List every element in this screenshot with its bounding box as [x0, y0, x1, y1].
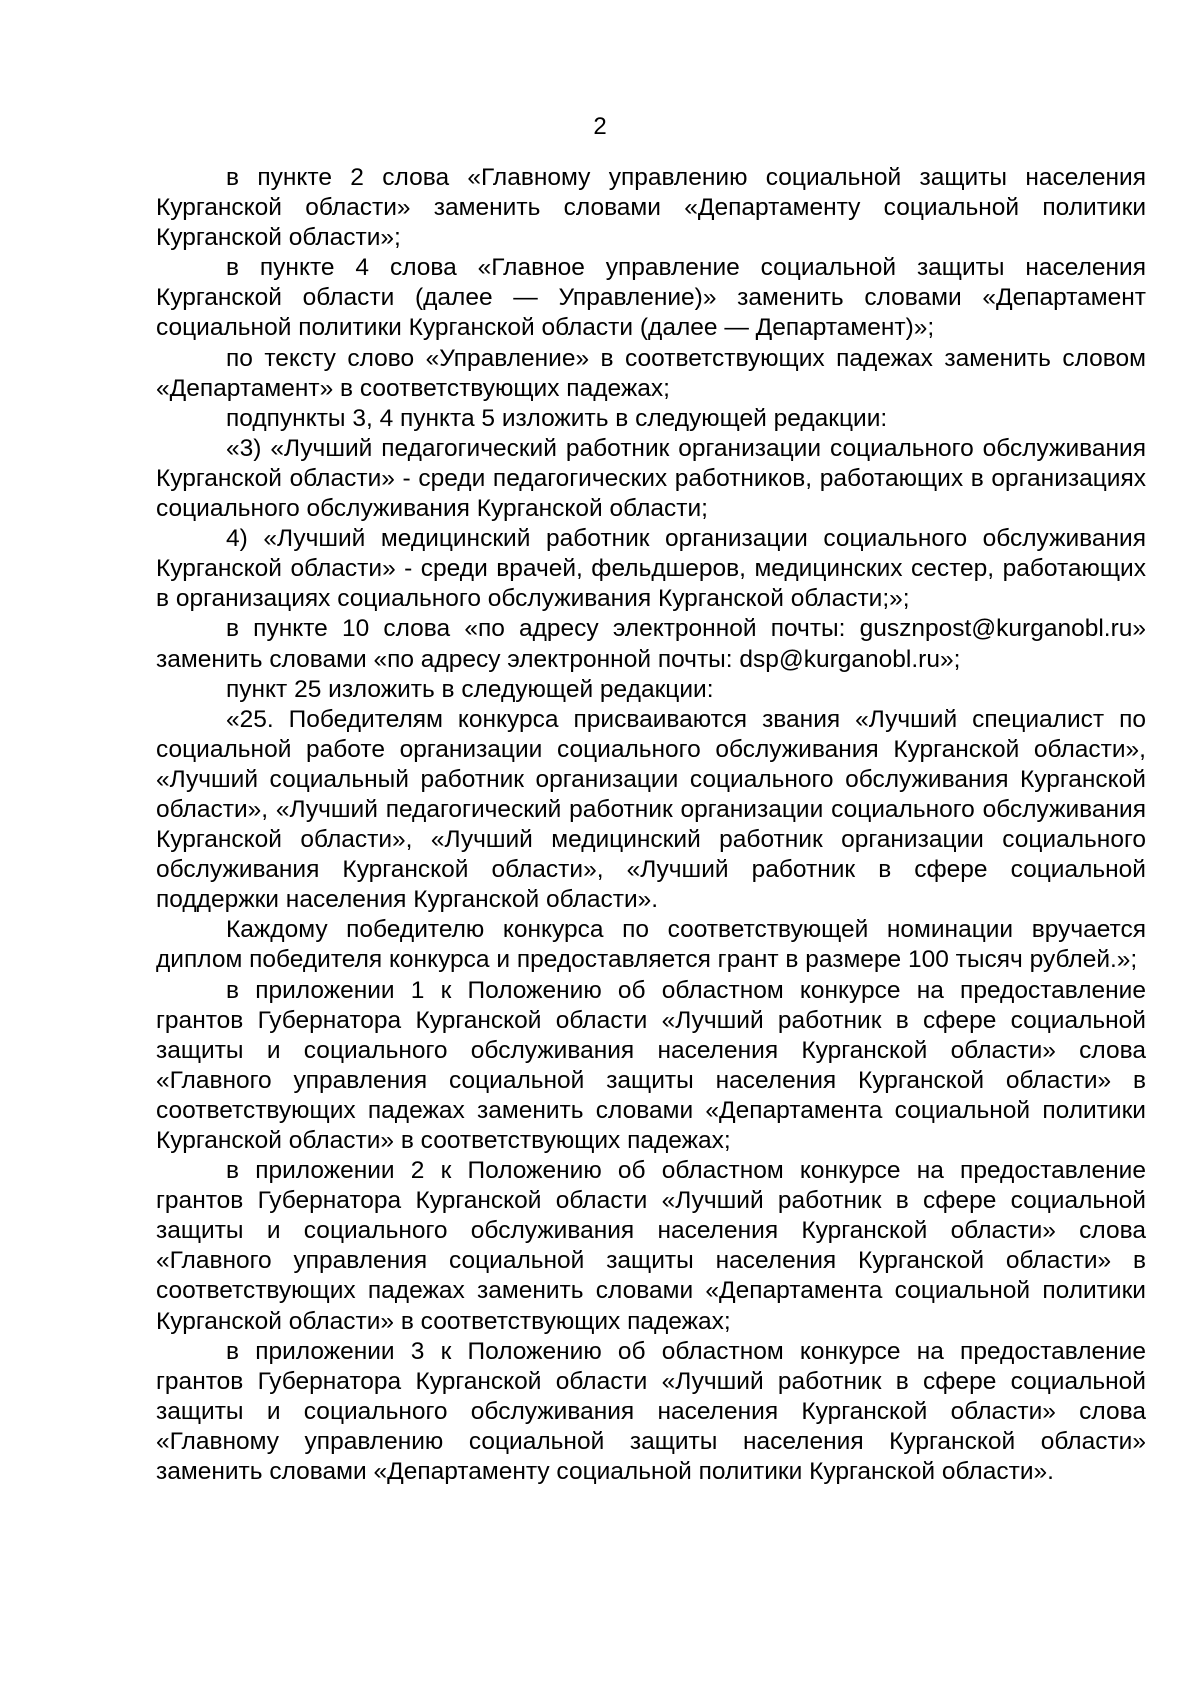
paragraph: в приложении 1 к Положению об областном конкурсе на предоставление грантов Губернатора Курганской области «Лучший работник в сфере социальной защиты и социального обслуживания населения Курганской области» слова «Главного управления социальной защиты населения Курганской области» в соответствующих падежах заменить словами «Департамента социальной политики Курганской области» в соответствующих падежах; [156, 976, 1146, 1154]
paragraph: подпункты 3, 4 пункта 5 изложить в следующей редакции: [226, 404, 888, 432]
paragraph: «25. Победителям конкурса присваиваются звания «Лучший специалист по социальной работе организации социального обслуживания Курганской области», «Лучший социальный работник организации социального обслуживания Курганской области», «Лучший педагогический работник организации социального обслуживания Курганской области», «Лучший медицинский работник организации социального обслуживания Курганской области», «Лучший работник в сфере социальной поддержки населения Курганской области». [156, 705, 1146, 914]
paragraph: «3) «Лучший педагогический работник организации социального обслуживания Курганской области» - среди педагогических работников, работающих в организациях социального обслуживания Курганской области; [156, 434, 1146, 523]
page-number: 2 [593, 113, 607, 140]
paragraph: Каждому победителю конкурса по соответствующей номинации вручается диплом победителя конкурса и предоставляется грант в размере 100 тысяч рублей.»; [156, 916, 1146, 974]
paragraph: в пункте 10 слова «по адресу электронной почты: gusznpost@kurganobl.ru» заменить словами «по адресу электронной почты: dsp@kurganobl.ru»; [156, 615, 1146, 673]
paragraph: в пункте 4 слова «Главное управление социальной защиты населения Курганской области (далее — Управление)» заменить словами «Департамент социальной политики Курганской области (далее — Департамент)»; [156, 254, 1146, 342]
paragraph: в приложении 2 к Положению об областном конкурсе на предоставление грантов Губернатора Курганской области «Лучший работник в сфере социальной защиты и социального обслуживания населения Курганской области» слова «Главного управления социальной защиты населения Курганской области» в соответствующих падежах заменить словами «Департамента социальной политики Курганской области» в соответствующих падежах; [156, 1157, 1146, 1335]
paragraph: по тексту слово «Управление» в соответствующих падежах заменить словом «Департамент» в соответствующих падежах; [156, 344, 1146, 402]
paragraph: пункт 25 изложить в следующей редакции: [226, 675, 714, 703]
paragraph: в пункте 2 слова «Главному управлению социальной защиты населения Курганской области» заменить словами «Департаменту социальной политики Курганской области»; [156, 164, 1146, 252]
paragraph: в приложении 3 к Положению об областном конкурсе на предоставление грантов Губернатора Курганской области «Лучший работник в сфере социальной защиты и социального обслуживания населения Курганской области» слова «Главному управлению социальной защиты населения Курганской области» заменить словами «Департаменту социальной политики Курганской области». [156, 1337, 1146, 1486]
paragraph: 4) «Лучший медицинский работник организации социального обслуживания Курганской области» - среди врачей, фельдшеров, медицинских сестер, работающих в организациях социального обслуживания Курганской области;»; [156, 525, 1146, 613]
document-body [156, 163, 1146, 1487]
